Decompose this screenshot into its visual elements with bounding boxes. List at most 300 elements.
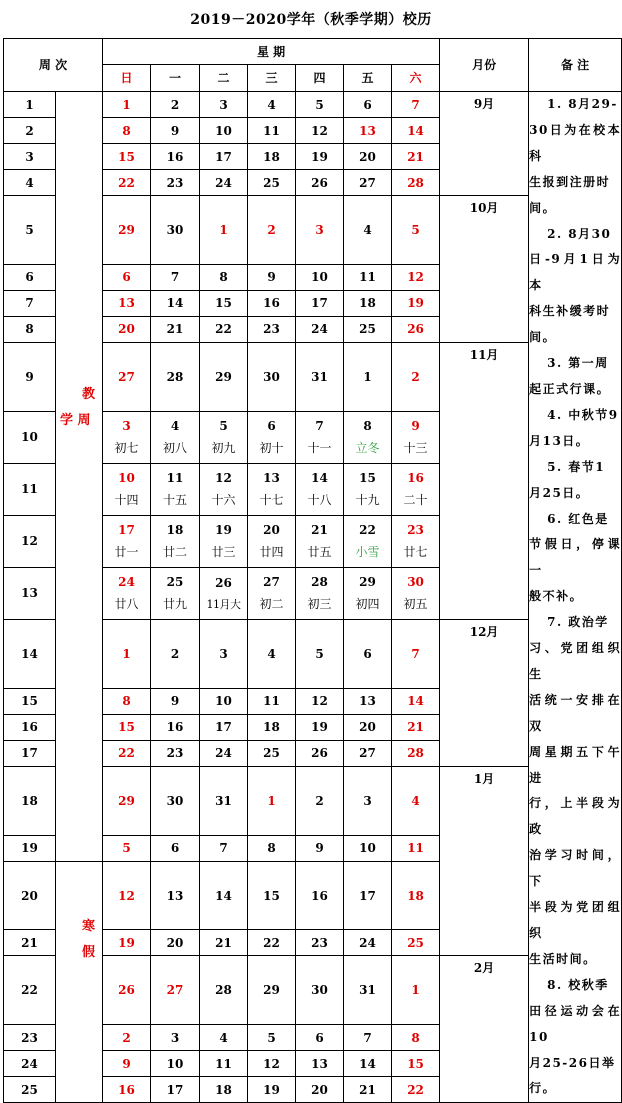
weekday-mon: 一 [151, 65, 200, 92]
note-line [529, 584, 621, 610]
day-number: 7 [411, 646, 420, 661]
day-number: 5 [267, 1030, 276, 1045]
day-number: 13 [359, 123, 376, 138]
day-cell [151, 740, 200, 766]
day-number: 17 [215, 720, 232, 735]
lunar-date: 初十 [259, 441, 284, 456]
day-cell [151, 1077, 200, 1103]
day-cell [200, 740, 248, 766]
day-cell [296, 835, 344, 861]
note-line [529, 118, 621, 170]
day-number: 14 [311, 471, 328, 486]
day-cell [200, 714, 248, 740]
day-number: 9 [170, 123, 180, 138]
lunar-date: 廿五 [307, 545, 332, 560]
day-number: 15 [263, 888, 280, 903]
day-cell [200, 766, 248, 835]
lunar-date: 廿四 [259, 545, 284, 560]
day-number: 6 [363, 97, 372, 112]
day-number: 2 [267, 222, 276, 237]
day-number: 2 [411, 369, 420, 384]
day-cell [296, 714, 344, 740]
day-number: 4 [411, 793, 420, 808]
day-cell [344, 861, 392, 930]
day-number: 3 [363, 793, 372, 808]
day-number: 29 [263, 983, 280, 998]
day-cell [248, 835, 296, 861]
note-line [529, 947, 621, 973]
note-line [529, 507, 621, 533]
day-number: 4 [267, 97, 276, 112]
week-number: 13 [4, 567, 56, 619]
day-cell [248, 930, 296, 956]
day-number: 19 [118, 935, 135, 950]
day-cell [103, 835, 151, 861]
day-number: 16 [263, 296, 280, 311]
day-cell [248, 196, 296, 265]
day-number: 28 [311, 575, 328, 590]
day-cell [296, 956, 344, 1025]
day-cell [103, 930, 151, 956]
day-cell [151, 196, 200, 265]
day-cell [151, 411, 200, 463]
day-cell [344, 567, 392, 619]
day-number: 12 [407, 270, 424, 285]
day-cell [344, 264, 392, 290]
day-number: 12 [263, 1056, 280, 1071]
day-cell [296, 342, 344, 411]
day-number: 29 [359, 575, 376, 590]
weekday-fri: 五 [344, 65, 392, 92]
day-number: 5 [315, 97, 324, 112]
day-cell [200, 144, 248, 170]
day-number: 20 [359, 720, 376, 735]
note-text: 间。 [529, 330, 557, 345]
day-cell [296, 144, 344, 170]
day-cell [296, 316, 344, 342]
day-number: 25 [359, 322, 376, 337]
day-cell [103, 342, 151, 411]
note-line [529, 636, 621, 688]
day-cell [392, 118, 440, 144]
day-cell [151, 688, 200, 714]
week-number: 15 [4, 688, 56, 714]
day-cell [392, 316, 440, 342]
week-number: 18 [4, 766, 56, 835]
day-cell [151, 170, 200, 196]
day-number: 8 [411, 1030, 420, 1045]
note-line [529, 1051, 621, 1077]
day-cell [344, 196, 392, 265]
day-number: 11 [263, 694, 280, 709]
lunar-date: 小雪 [355, 545, 380, 560]
lunar-date: 廿二 [162, 545, 187, 560]
day-cell [200, 342, 248, 411]
day-cell [200, 1051, 248, 1077]
day-cell [296, 264, 344, 290]
page-title: 2019－2020学年（秋季学期）校历 [190, 12, 432, 28]
day-number: 9 [170, 694, 180, 709]
day-cell [248, 170, 296, 196]
day-cell [200, 118, 248, 144]
week-number: 14 [4, 619, 56, 688]
day-number: 23 [407, 523, 424, 538]
day-number: 21 [166, 322, 184, 337]
day-number: 22 [118, 746, 135, 761]
month-label: 9月 [440, 92, 529, 196]
day-number: 7 [363, 1030, 372, 1045]
note-text: 活统一安排在双 [529, 692, 622, 733]
day-cell [151, 316, 200, 342]
note-text: 4. 中秋节9 [547, 407, 619, 422]
day-cell [103, 411, 151, 463]
day-number: 18 [359, 296, 376, 311]
day-cell [248, 118, 296, 144]
weekday-sun: 日 [103, 65, 151, 92]
day-cell [344, 1077, 392, 1103]
day-number: 10 [359, 841, 376, 856]
day-number: 30 [166, 793, 184, 808]
note-line [529, 455, 621, 481]
day-number: 15 [118, 720, 135, 735]
day-cell [344, 411, 392, 463]
lunar-date: 立冬 [355, 441, 380, 456]
day-cell [103, 567, 151, 619]
note-line [529, 351, 621, 377]
note-line [529, 973, 621, 999]
day-cell [248, 714, 296, 740]
day-number: 18 [166, 523, 184, 538]
day-number: 1 [122, 97, 131, 112]
day-cell [200, 1025, 248, 1051]
day-number: 8 [267, 841, 276, 856]
day-number: 13 [118, 296, 135, 311]
day-number: 10 [215, 123, 232, 138]
day-cell [344, 619, 392, 688]
note-text: 7. 政治学 [547, 615, 609, 630]
day-number: 23 [166, 746, 184, 761]
day-cell [392, 1077, 440, 1103]
note-text: 行，上半段为政 [529, 796, 622, 837]
day-cell [248, 861, 296, 930]
day-cell [344, 118, 392, 144]
lunar-date: 初八 [162, 441, 187, 456]
week-number: 22 [4, 956, 56, 1025]
day-number: 22 [263, 935, 280, 950]
day-number: 24 [311, 322, 328, 337]
lunar-date: 廿三 [211, 545, 236, 560]
day-number: 15 [359, 471, 376, 486]
day-number: 15 [215, 296, 232, 311]
day-cell [151, 1025, 200, 1051]
day-cell [392, 290, 440, 316]
day-number: 3 [122, 419, 131, 434]
day-cell [151, 835, 200, 861]
day-number: 4 [219, 1030, 228, 1045]
day-number: 6 [170, 841, 180, 856]
day-cell [248, 1077, 296, 1103]
day-number: 17 [311, 296, 328, 311]
day-number: 5 [315, 646, 324, 661]
day-cell [344, 930, 392, 956]
day-number: 9 [122, 1056, 131, 1071]
day-cell [392, 1051, 440, 1077]
lunar-date: 十四 [114, 493, 139, 508]
day-number: 14 [407, 694, 424, 709]
week-number: 11 [4, 463, 56, 515]
day-number: 21 [407, 720, 424, 735]
day-cell [200, 567, 248, 619]
day-cell [296, 515, 344, 567]
day-cell [344, 144, 392, 170]
teaching-label-1: 教 [82, 387, 96, 402]
note-text: 生报到注册时 [529, 174, 611, 189]
day-cell [296, 619, 344, 688]
day-cell [344, 688, 392, 714]
day-cell [103, 619, 151, 688]
day-number: 8 [122, 694, 131, 709]
day-cell [344, 463, 392, 515]
week-number: 8 [4, 316, 56, 342]
day-number: 5 [122, 841, 131, 856]
day-number: 27 [118, 369, 135, 384]
day-number: 4 [170, 419, 180, 434]
day-number: 28 [166, 369, 184, 384]
note-line [529, 481, 621, 507]
month-label: 2月 [440, 956, 529, 1103]
day-number: 12 [311, 123, 328, 138]
header-notes: 备 注 [529, 39, 622, 92]
day-cell [248, 411, 296, 463]
day-cell [392, 688, 440, 714]
day-cell [344, 290, 392, 316]
day-cell [296, 463, 344, 515]
lunar-date: 十八 [307, 493, 332, 508]
lunar-date: 11月大 [206, 597, 241, 611]
day-cell [344, 316, 392, 342]
header-weekdays: 星 期 [103, 39, 440, 65]
month-label: 12月 [440, 619, 529, 766]
day-cell [392, 196, 440, 265]
day-cell [296, 92, 344, 118]
day-number: 30 [407, 575, 424, 590]
note-line [529, 1076, 621, 1102]
day-cell [200, 861, 248, 930]
day-number: 17 [359, 888, 376, 903]
note-line [529, 740, 621, 792]
note-text: 周星期五下午进 [529, 744, 622, 785]
day-number: 10 [215, 694, 232, 709]
note-text: 生活时间。 [529, 951, 597, 966]
day-cell [392, 144, 440, 170]
day-cell [151, 92, 200, 118]
day-cell [151, 930, 200, 956]
note-line [529, 222, 621, 248]
note-text: 3. 第一周 [547, 356, 609, 371]
day-cell [344, 766, 392, 835]
day-number: 8 [219, 270, 228, 285]
day-cell [296, 290, 344, 316]
day-number: 18 [215, 1082, 232, 1097]
day-cell [103, 766, 151, 835]
day-cell [392, 930, 440, 956]
note-line [529, 299, 621, 325]
day-number: 31 [311, 369, 328, 384]
day-number: 18 [263, 149, 280, 164]
month-label: 11月 [440, 342, 529, 619]
note-text: 行。 [529, 1081, 557, 1096]
weekday-wed: 三 [248, 65, 296, 92]
day-cell [296, 1025, 344, 1051]
day-number: 2 [170, 97, 180, 112]
day-cell [103, 714, 151, 740]
day-cell [200, 170, 248, 196]
note-line [529, 688, 621, 740]
day-cell [151, 956, 200, 1025]
week-number: 16 [4, 714, 56, 740]
day-cell [103, 118, 151, 144]
lunar-date: 初三 [307, 597, 332, 612]
day-number: 6 [363, 646, 372, 661]
week-number: 19 [4, 835, 56, 861]
note-text: 月25-26日举 [529, 1055, 616, 1070]
day-number: 22 [407, 1082, 424, 1097]
day-cell [392, 835, 440, 861]
note-text: 2. 8月30 [547, 226, 612, 241]
lunar-date: 十三 [403, 441, 428, 456]
day-cell [151, 515, 200, 567]
day-number: 24 [215, 746, 232, 761]
day-number: 25 [263, 746, 280, 761]
notes-column [529, 92, 622, 1103]
day-number: 15 [118, 149, 135, 164]
day-cell [103, 688, 151, 714]
day-number: 21 [359, 1082, 376, 1097]
lunar-date: 初四 [355, 597, 380, 612]
day-number: 3 [219, 646, 228, 661]
day-number: 22 [359, 523, 376, 538]
period-winter-vacation [56, 861, 103, 1103]
lunar-date: 初九 [211, 441, 236, 456]
day-number: 31 [215, 793, 232, 808]
day-cell [392, 264, 440, 290]
day-number: 30 [263, 369, 280, 384]
note-text: 般不补。 [529, 589, 584, 604]
day-cell [392, 342, 440, 411]
day-number: 3 [315, 222, 324, 237]
lunar-date: 初五 [403, 597, 428, 612]
day-number: 20 [311, 1082, 328, 1097]
day-number: 28 [407, 175, 424, 190]
note-text: 节假日，停课一 [529, 537, 622, 578]
day-number: 17 [166, 1082, 184, 1097]
day-cell [200, 92, 248, 118]
day-cell [296, 567, 344, 619]
day-cell [296, 766, 344, 835]
day-number: 9 [267, 270, 276, 285]
day-number: 1 [122, 646, 131, 661]
week-number: 7 [4, 290, 56, 316]
lunar-date: 二十 [403, 493, 428, 508]
day-cell [248, 1051, 296, 1077]
week-row [4, 92, 622, 118]
day-number: 9 [315, 841, 324, 856]
day-cell [344, 1051, 392, 1077]
day-number: 28 [407, 746, 424, 761]
note-line [529, 377, 621, 403]
note-text: 间。 [529, 200, 557, 215]
day-cell [248, 766, 296, 835]
day-number: 26 [311, 746, 328, 761]
day-number: 10 [311, 270, 328, 285]
day-number: 23 [263, 322, 280, 337]
day-number: 12 [215, 471, 232, 486]
day-cell [151, 714, 200, 740]
day-cell [392, 861, 440, 930]
note-line [529, 791, 621, 843]
day-cell [151, 1051, 200, 1077]
day-number: 14 [166, 296, 184, 311]
weekday-thu: 四 [296, 65, 344, 92]
day-cell [296, 930, 344, 956]
day-cell [200, 316, 248, 342]
day-number: 30 [166, 222, 184, 237]
day-number: 1 [267, 793, 276, 808]
day-number: 27 [359, 175, 376, 190]
day-number: 15 [407, 1056, 424, 1071]
day-cell [392, 619, 440, 688]
day-number: 19 [311, 720, 328, 735]
day-number: 25 [407, 935, 424, 950]
day-number: 24 [118, 575, 135, 590]
note-line [529, 92, 621, 118]
day-number: 11 [359, 270, 376, 285]
week-number: 10 [4, 411, 56, 463]
day-cell [151, 118, 200, 144]
winter-label-2: 假 [82, 944, 96, 960]
day-cell [296, 1051, 344, 1077]
note-text: 日-9月1日为本 [529, 252, 622, 293]
day-cell [103, 170, 151, 196]
week-number: 25 [4, 1077, 56, 1103]
day-cell [151, 619, 200, 688]
day-cell [248, 740, 296, 766]
note-text: 6. 红色是 [547, 511, 609, 526]
day-number: 14 [359, 1056, 376, 1071]
day-number: 2 [315, 793, 324, 808]
day-cell [296, 411, 344, 463]
day-number: 3 [170, 1030, 180, 1045]
day-cell [392, 766, 440, 835]
day-number: 12 [118, 888, 135, 903]
day-number: 8 [122, 123, 131, 138]
note-line [529, 843, 621, 895]
day-number: 20 [359, 149, 376, 164]
note-text: 8. 校秋季 [547, 977, 609, 992]
day-cell [392, 956, 440, 1025]
day-number: 4 [363, 222, 372, 237]
weekday-tue: 二 [200, 65, 248, 92]
day-cell [200, 411, 248, 463]
day-number: 26 [118, 983, 135, 998]
week-number: 23 [4, 1025, 56, 1051]
day-cell [200, 290, 248, 316]
lunar-date: 十一 [307, 441, 332, 456]
day-cell [103, 1077, 151, 1103]
day-number: 31 [359, 983, 376, 998]
day-number: 18 [263, 720, 280, 735]
day-number: 11 [407, 841, 424, 856]
